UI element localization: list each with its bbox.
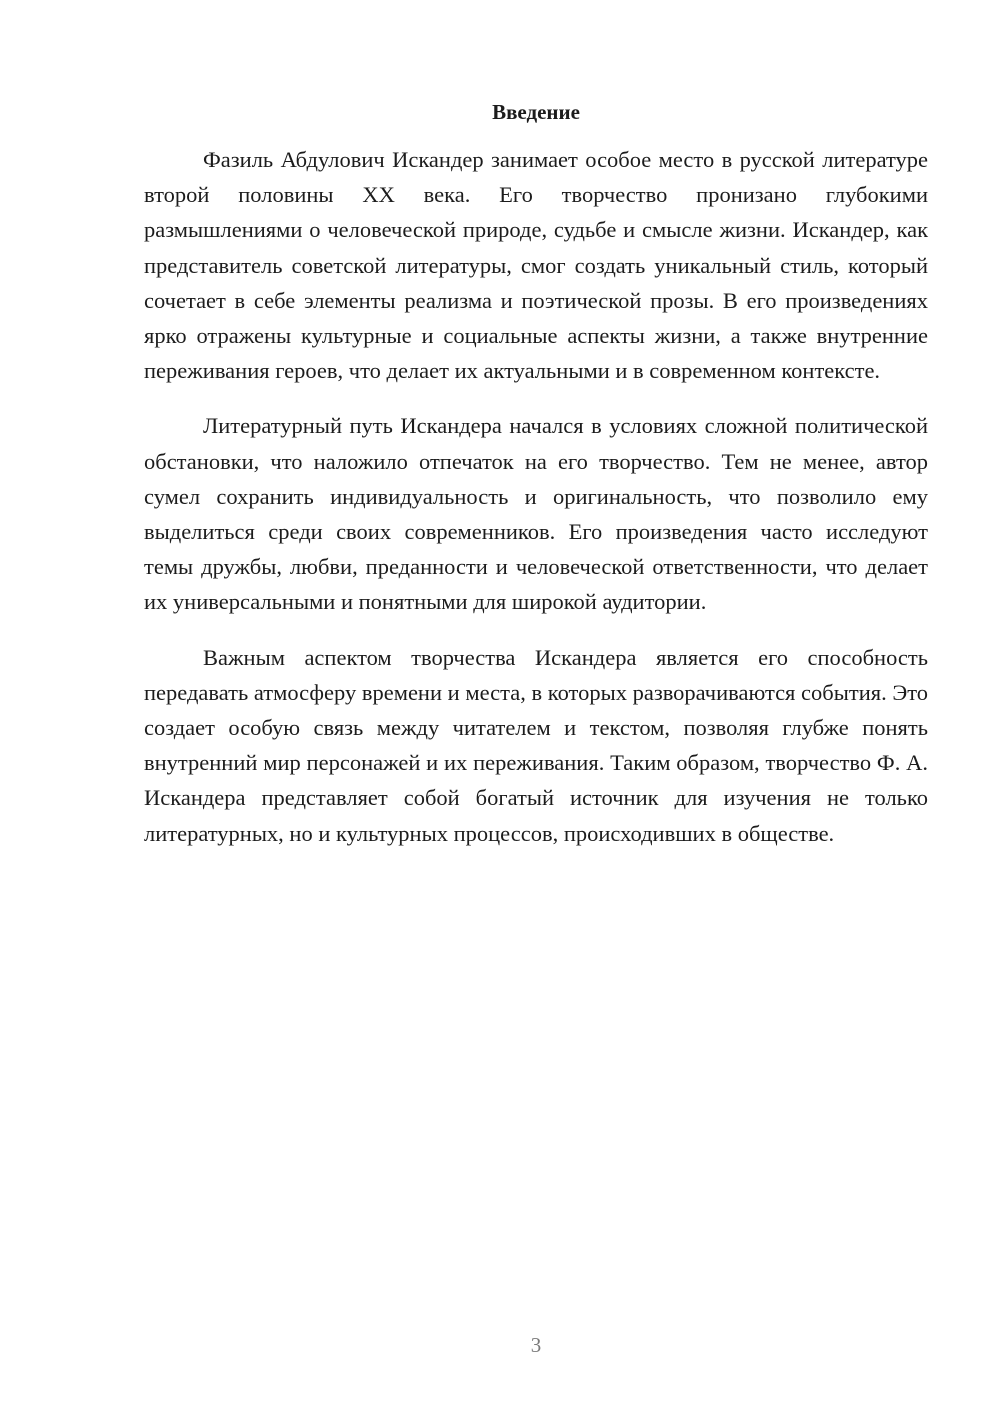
body-text [144, 142, 928, 871]
page-number: 3 [530, 1333, 542, 1357]
paragraph-2: Литературный путь Искандера начался в условиях сложной политической обстановки, что наложило отпечаток на его творчество. Тем не менее, автор сумел сохранить индивидуальность и оригинальность, что позволило ему выделиться среди своих современников. Его произведения часто исследуют темы дружбы, любви, преданности и человеческой ответственности, что делает их универсальными и понятными для широкой аудитории. [144, 413, 928, 615]
paragraph-3: Важным аспектом творчества Искандера является его способность передавать атмосферу времени и места, в которых разворачиваются события. Это создает особую связь между читателем и текстом, позволяя глубже понять внутренний мир персонажей и их переживания. Таким образом, творчество Ф. А. Искандера представляет собой богатый источник для изучения не только литературных, но и культурных процессов, происходивших в обществе. [144, 644, 928, 846]
paragraph-1: Фазиль Абдулович Искандер занимает особое место в русской литературе второй половины XX века. Его творчество пронизано глубокими размышлениями о человеческой природе, судьбе и смысле жизни. Искандер, как представитель советской литературы, смог создать уникальный стиль, который сочетает в себе элементы реализма и поэтической прозы. В его произведениях ярко отражены культурные и социальные аспекты жизни, а также внутренние переживания героев, что делает их актуальными и в современном контексте. [144, 147, 928, 384]
section-title: Введение [492, 100, 580, 124]
